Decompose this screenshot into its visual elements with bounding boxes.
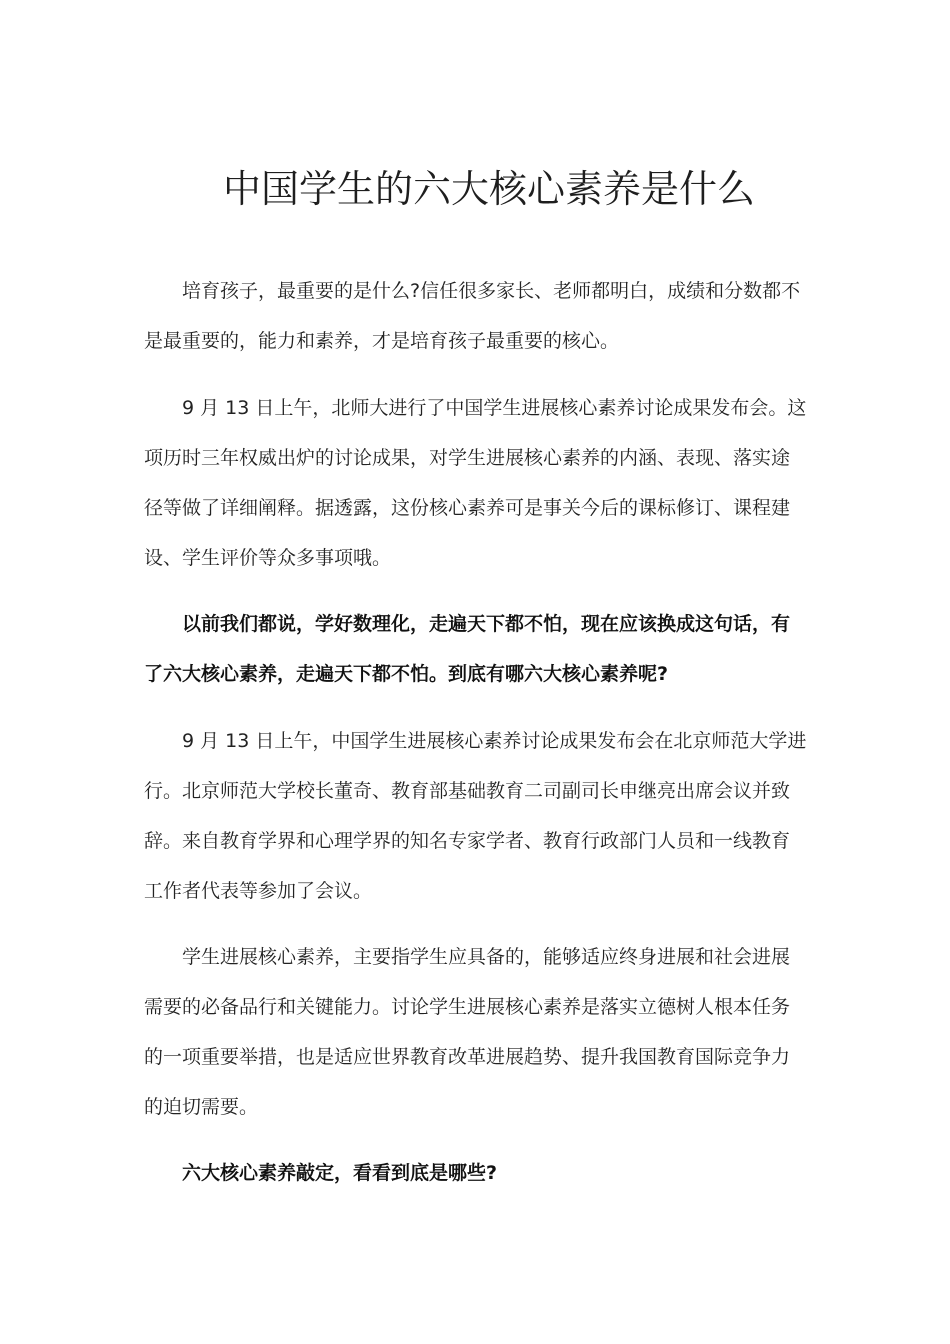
document-title: 中国学生的六大核心素养是什么 (222, 167, 755, 211)
paragraph-line: 径等做了详细阐释。据透露，这份核心素养可是事关今后的课标修订、课程建 (144, 497, 791, 519)
paragraph-line: 是最重要的，能力和素养，才是培育孩子最重要的核心。 (144, 330, 620, 352)
paragraph-line: 的一项重要举措，也是适应世界教育改革进展趋势、提升我国教育国际竞争力 (144, 1046, 791, 1068)
paragraph-line: 六大核心素养敲定，看看到底是哪些? (182, 1162, 498, 1184)
paragraph-line: 需要的必备品行和关键能力。讨论学生进展核心素养是落实立德树人根本任务 (144, 996, 791, 1018)
paragraph-line: 设、学生评价等众多事项哦。 (144, 547, 392, 569)
paragraph-release-event (144, 383, 806, 583)
paragraph-line: 9 月 13 日上午，中国学生进展核心素养讨论成果发布会在北京师范大学进 (182, 730, 807, 752)
paragraph-bold-statement (144, 599, 806, 699)
paragraph-line: 行。北京师范大学校长董奇、教育部基础教育二司副司长申继亮出席会议并致 (144, 780, 791, 802)
paragraph-line: 学生进展核心素养，主要指学生应具备的，能够适应终身进展和社会进展 (182, 946, 791, 968)
paragraph-line: 9 月 13 日上午，北师大进行了中国学生进展核心素养讨论成果发布会。这 (182, 397, 807, 419)
paragraph-line: 以前我们都说，学好数理化，走遍天下都不怕，现在应该换成这句话，有 (182, 613, 791, 635)
paragraph-parenting-intro (144, 266, 806, 366)
paragraph-line: 培育孩子，最重要的是什么?信任很多家长、老师都明白，成绩和分数都不 (182, 280, 801, 302)
paragraph-definition (144, 932, 806, 1132)
paragraph-line: 了六大核心素养，走遍天下都不怕。到底有哪六大核心素养呢? (144, 663, 669, 685)
paragraph-line: 的迫切需要。 (144, 1096, 259, 1118)
paragraph-conference-details (144, 716, 806, 916)
paragraph-line: 工作者代表等参加了会议。 (144, 880, 373, 902)
paragraph-line: 项历时三年权威出炉的讨论成果，对学生进展核心素养的内涵、表现、落实途 (144, 447, 791, 469)
paragraph-line: 辞。来自教育学界和心理学界的知名专家学者、教育行政部门人员和一线教育 (144, 830, 791, 852)
paragraph-bold-subheading (144, 1148, 806, 1198)
